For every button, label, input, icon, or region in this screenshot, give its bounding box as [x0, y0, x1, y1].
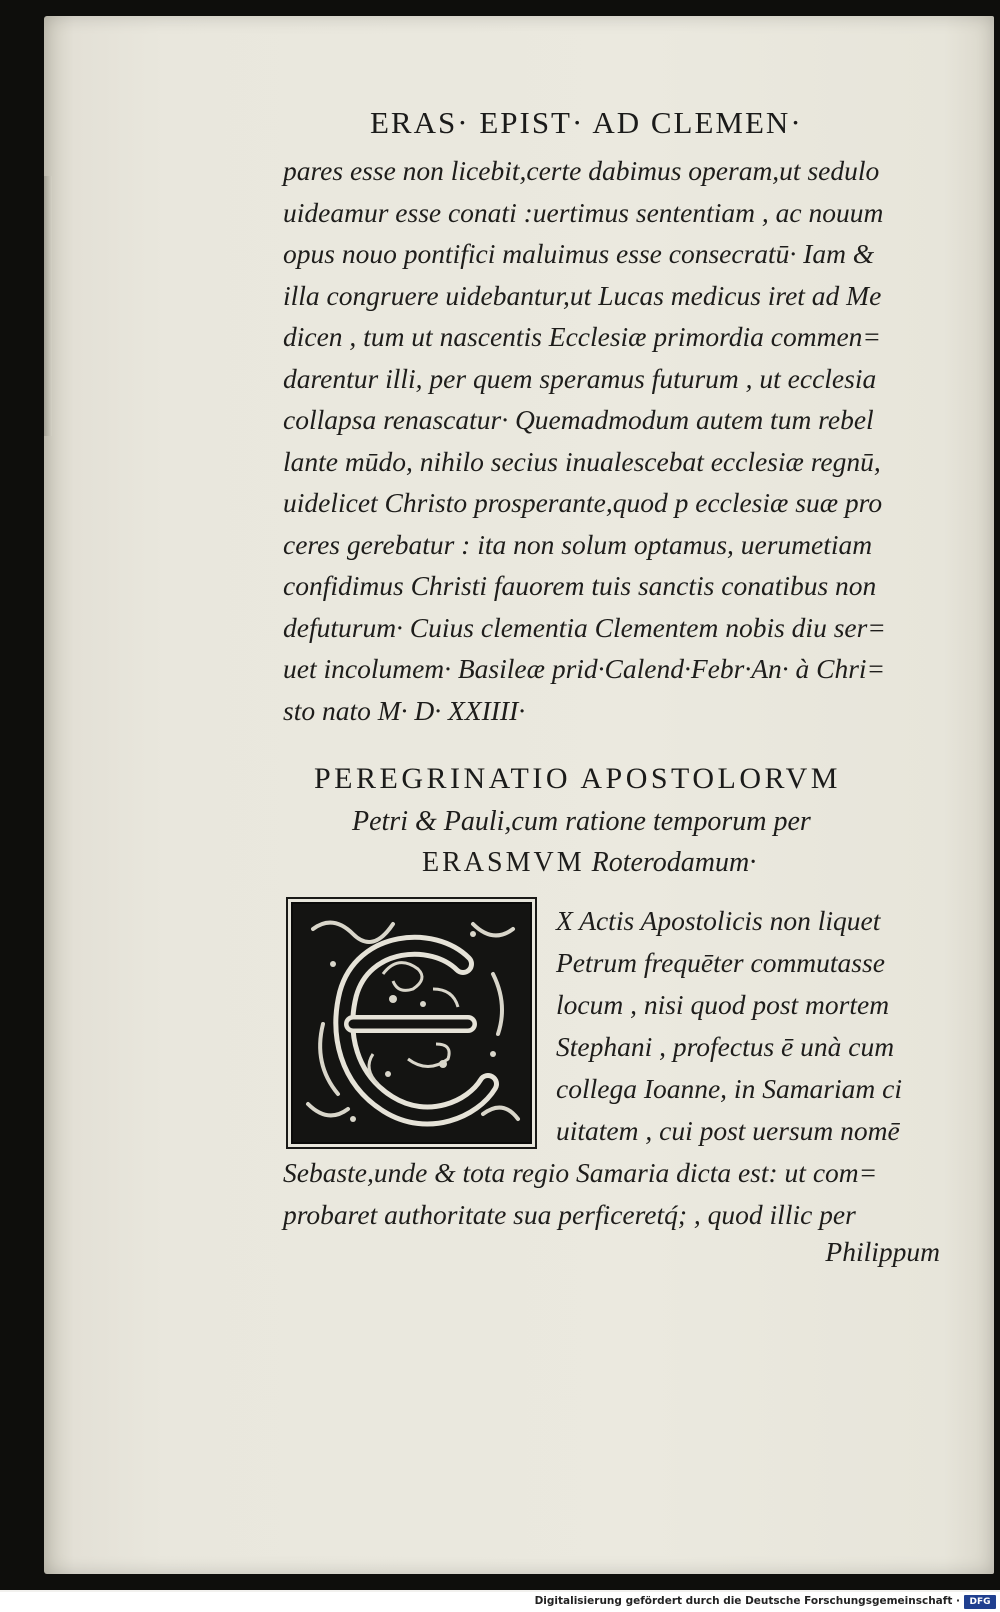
- text-line: collega Ioanne, in Samariam ci: [556, 1073, 902, 1104]
- text-line: uidelicet Christo prosperante,quod p ecclesiæ suæ pro: [283, 487, 883, 518]
- text-line: pares esse non licebit,certe dabimus operam,ut sedulo: [283, 155, 880, 186]
- text-line: confidimus Christi fauorem tuis sanctis conatibus non: [283, 570, 877, 601]
- text-line: uet incolumem· Basileæ prid·Calend·Febr·An· à Chri=: [283, 653, 886, 684]
- text-line: Sebaste,unde & tota regio Samaria dicta est: ut com=: [283, 1157, 878, 1188]
- text-line: Stephani , profectus ē unà cum: [556, 1031, 895, 1062]
- text-line: uideamur esse conati :uertimus sententiam , ac nouum: [283, 196, 884, 228]
- text-line: darentur illi, per quem speramus futurum , ut ecclesia: [283, 362, 877, 394]
- text-line: probaret authoritate sua perficeretq́; , quod illic per: [283, 1199, 856, 1230]
- decorated-initial-e-icon: [293, 904, 530, 1142]
- text-line: dicen , tum ut nascentis Ecclesiæ primordia commen=: [283, 321, 881, 352]
- decorated-initial-e: [291, 902, 532, 1144]
- footer-bar: [0, 1592, 1000, 1612]
- text-line: uitatem , cui post uersum nomē: [556, 1115, 900, 1146]
- text-line: collapsa renascatur· Quemadmodum autem tum rebel: [283, 404, 874, 435]
- running-head: ERAS· EPIST· AD CLEMEN·: [370, 105, 803, 140]
- funding-credit: Digitalisierung gefördert durch die Deutsche Forschungsgemeinschaft ·: [534, 1595, 960, 1607]
- page-edge-shadow: [44, 176, 52, 436]
- section-heading-subtitle: Petri & Pauli,cum ratione temporum per: [352, 806, 811, 837]
- author-name-rest: Roterodamum·: [584, 847, 757, 878]
- text-line: sto nato M· D· XXIIII·: [283, 694, 526, 726]
- text-line: X Actis Apostolicis non liquet: [556, 905, 881, 936]
- text-line: illa congruere uidebantur,ut Lucas medicus iret ad Me: [283, 279, 882, 311]
- dfg-logo[interactable]: DFG: [964, 1595, 996, 1609]
- text-line: locum , nisi quod post mortem: [556, 989, 890, 1020]
- text-line: Petrum frequēter commutasse: [556, 947, 885, 978]
- letter-text-block: [283, 150, 938, 731]
- text-line: opus nouo pontifici maluimus esse consecratū· Iam &: [283, 238, 875, 269]
- text-line: defuturum· Cuius clementia Clementem nobis diu ser=: [283, 611, 886, 643]
- text-line: lante mūdo, nihilo secius inualescebat ecclesiæ regnū,: [283, 445, 881, 477]
- section-heading-title: PEREGRINATIO APOSTOLORVM: [314, 762, 841, 795]
- author-name-caps: ERASMVM: [422, 847, 585, 878]
- right-column-text: [556, 900, 946, 1152]
- section-heading-author: [422, 847, 842, 879]
- bottom-text-block: [283, 1152, 938, 1236]
- catchword: Philippum: [825, 1236, 940, 1267]
- text-line: ceres gerebatur : ita non solum optamus, uerumetiam: [283, 528, 873, 560]
